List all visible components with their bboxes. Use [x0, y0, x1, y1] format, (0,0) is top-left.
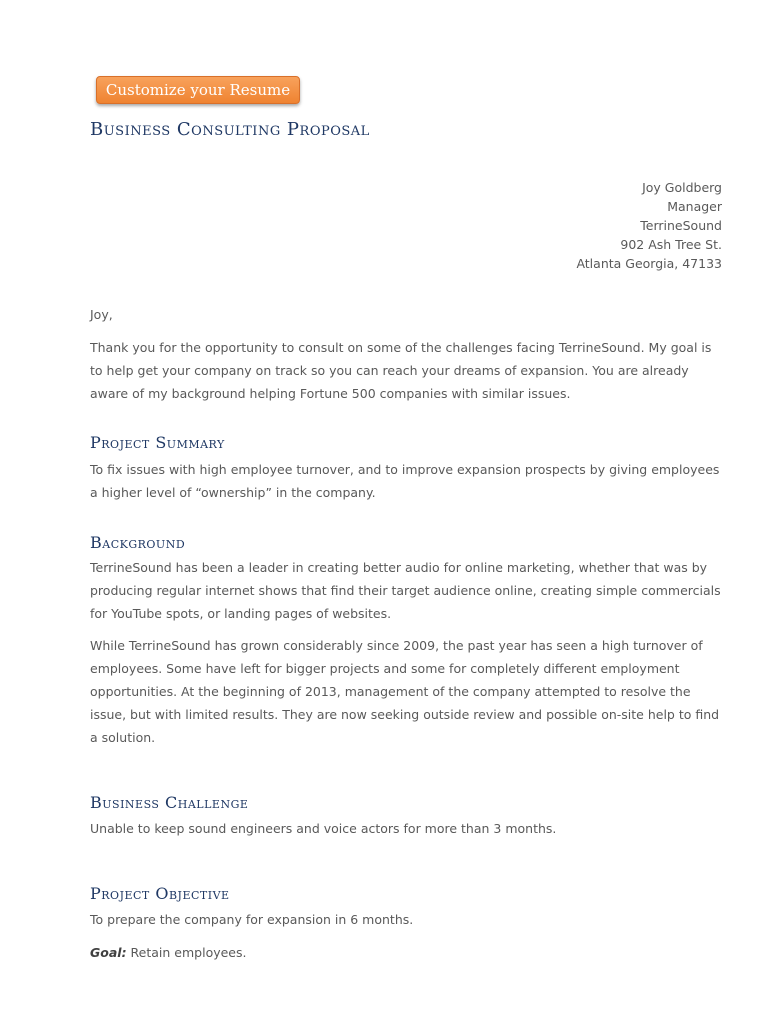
background-heading: Background — [90, 533, 186, 552]
intro-paragraph: Thank you for the opportunity to consult on some of the challenges facing TerrineSound. My goal is to help get your company on track so you can reach your dreams of expansion. You are already aware of my background helping Fortune 500 companies with similar issues. — [90, 340, 712, 401]
document-title: Business Consulting Proposal — [90, 119, 370, 140]
business-challenge-heading: Business Challenge — [90, 793, 249, 812]
recipient-address-block — [576, 178, 722, 273]
project-summary-heading: Project Summary — [90, 433, 225, 452]
recipient-name: Joy Goldberg — [642, 180, 722, 195]
recipient-street: 902 Ash Tree St. — [620, 237, 722, 252]
recipient-role: Manager — [667, 199, 722, 214]
background-paragraph-1: TerrineSound has been a leader in creating better audio for online marketing, whether that was by producing regular internet shows that find their target audience online, creating simple commercials for YouTube spots, or landing pages of websites. — [90, 560, 721, 621]
project-objective-heading: Project Objective — [90, 884, 230, 903]
project-summary-text: To fix issues with high employee turnover, and to improve expansion prospects by giving employees a higher level of “ownership” in the company. — [90, 462, 720, 500]
salutation: Joy, — [90, 307, 113, 322]
project-objective-text: To prepare the company for expansion in 6 months. — [90, 912, 414, 927]
recipient-company: TerrineSound — [640, 218, 722, 233]
recipient-city: Atlanta Georgia, 47133 — [576, 256, 722, 271]
goal-line — [90, 941, 722, 964]
customize-resume-button[interactable]: Customize your Resume — [96, 76, 300, 104]
business-challenge-text: Unable to keep sound engineers and voice actors for more than 3 months. — [90, 821, 557, 836]
background-paragraph-2: While TerrineSound has grown considerably since 2009, the past year has seen a high turnover of employees. Some have left for bigger projects and some for completely different employment opportunities. At the beginning of 2013, management of the company attempted to resolve the issue, but with limited results. They are now seeking outside review and possible on-site help to find a solution. — [90, 638, 720, 745]
goal-text: Retain employees. — [126, 945, 247, 960]
goal-label: Goal: — [90, 945, 127, 960]
